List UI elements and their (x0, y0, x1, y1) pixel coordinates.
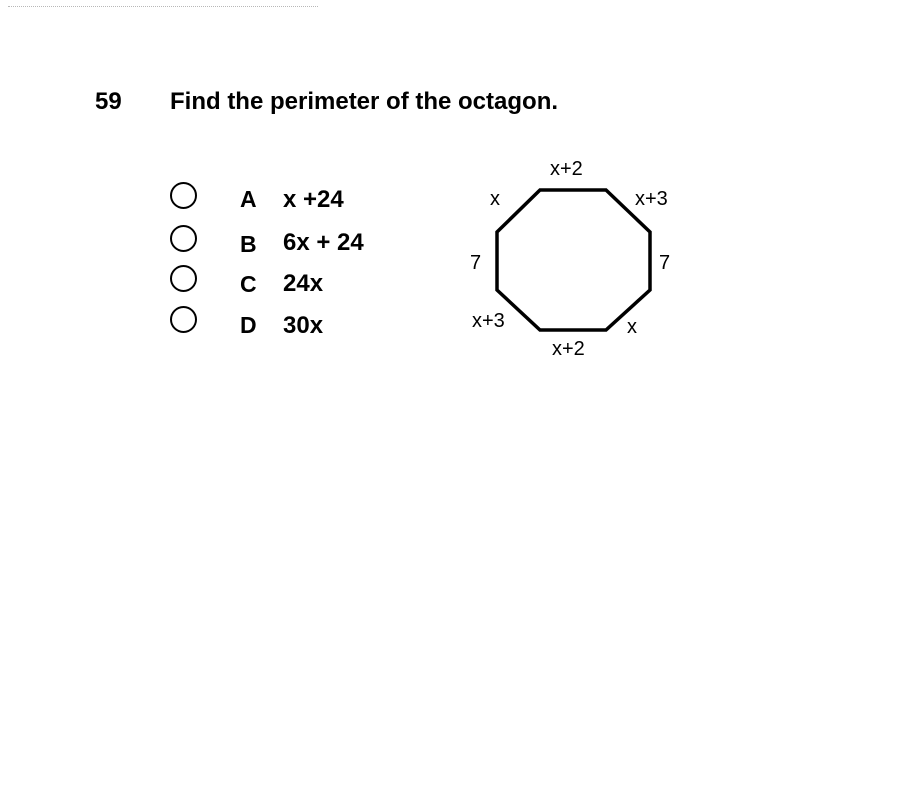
choice-a-radio[interactable] (170, 182, 197, 209)
octagon-shape (497, 190, 650, 330)
choice-a-answer: x +24 (283, 186, 344, 213)
choice-d-letter: D (240, 312, 257, 338)
octagon-label-top-right: x+3 (635, 188, 668, 210)
choice-d[interactable] (170, 306, 430, 340)
octagon-label-top: x+2 (550, 158, 583, 180)
choice-c-answer: 24x (283, 270, 324, 297)
octagon-figure (460, 150, 700, 370)
choice-d-answer: 30x (283, 312, 324, 339)
header-strip (8, 6, 318, 9)
choice-c[interactable] (170, 265, 430, 299)
question-number: 59 (95, 88, 122, 115)
choice-b-answer: 6x + 24 (283, 229, 364, 256)
choice-a[interactable] (170, 182, 430, 216)
octagon-label-left: 7 (470, 252, 482, 274)
octagon-label-bottom: x+2 (552, 338, 585, 360)
octagon-label-top-left: x (490, 188, 500, 210)
question-text: Find the perimeter of the octagon. (170, 88, 559, 115)
choice-c-letter: C (240, 271, 257, 297)
choice-b-letter: B (240, 231, 257, 257)
choice-c-radio[interactable] (170, 265, 197, 292)
choice-b-radio[interactable] (170, 225, 197, 252)
choice-d-radio[interactable] (170, 306, 197, 333)
octagon-label-right: 7 (659, 252, 671, 274)
choice-a-letter: A (240, 186, 257, 212)
choice-b[interactable] (170, 225, 430, 259)
octagon-label-bottom-right: x (627, 316, 637, 338)
octagon-label-bottom-left: x+3 (472, 310, 505, 332)
